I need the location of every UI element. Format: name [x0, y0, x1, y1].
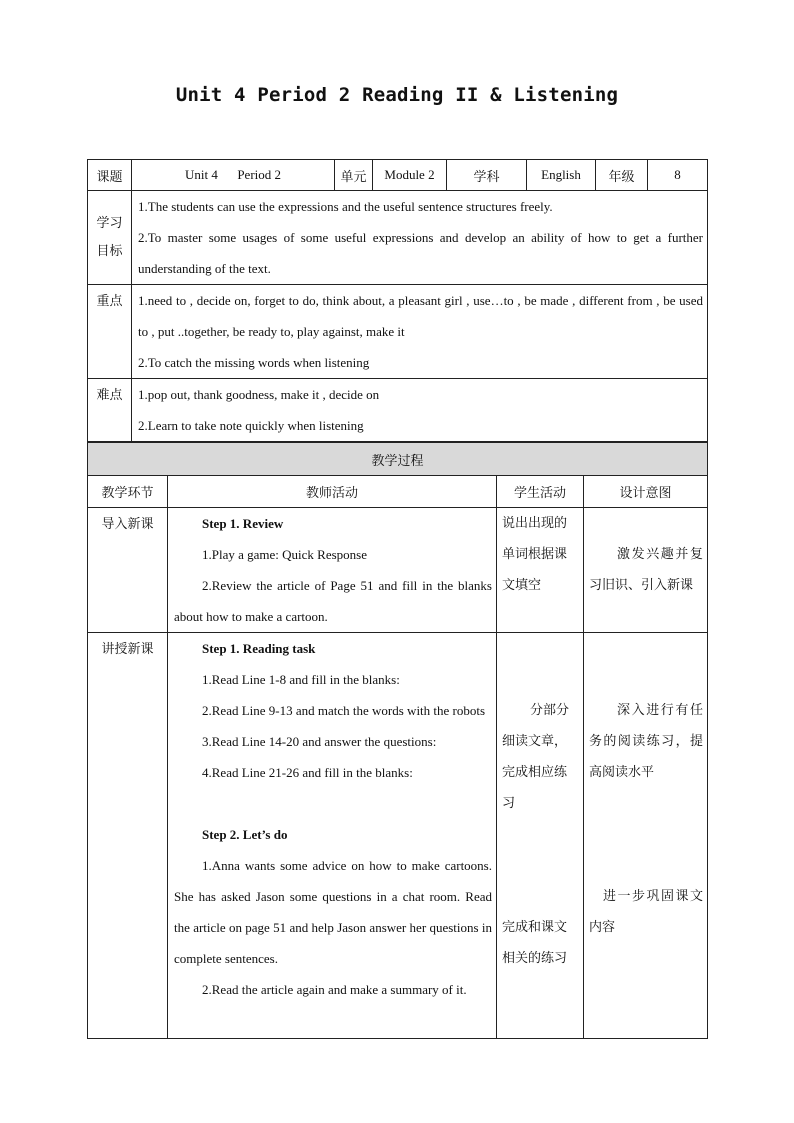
teach-student-activity	[497, 633, 584, 1039]
key-points-label: 重点	[88, 285, 132, 379]
topic-label: 课题	[88, 160, 132, 191]
teach-step2-item-1: 1.Anna wants some advice on how to make cartoons. She has asked Jason some questions in a chat room. Read the article on page 51 and help Jason answer her questions in complete sentences.	[174, 858, 492, 966]
intro-step-title: Step 1. Review	[202, 516, 284, 531]
teach-step1-title: Step 1. Reading task	[202, 641, 316, 656]
grade-label: 年级	[596, 160, 648, 191]
difficulty-line-1: 1.pop out, thank goodness, make it , decide on	[138, 387, 380, 402]
intro-item-1: 1.Play a game: Quick Response	[202, 547, 367, 562]
teach-step1-item-4: 4.Read Line 21-26 and fill in the blanks:	[202, 765, 413, 780]
teach-stage: 讲授新课	[88, 633, 168, 1039]
difficulties-label: 难点	[88, 379, 132, 442]
intro-stage: 导入新课	[88, 508, 168, 633]
lesson-info-table	[87, 159, 708, 442]
difficulties-content	[132, 379, 708, 442]
goals-label-1: 学习	[96, 215, 123, 231]
header-teacher: 教师活动	[168, 476, 497, 508]
intro-item-2: 2.Review the article of Page 51 and fill in the blanks about how to make a cartoon.	[174, 578, 492, 624]
teach-step2-title: Step 2. Let’s do	[202, 827, 288, 842]
header-stage: 教学环节	[88, 476, 168, 508]
unit-value: Module 2	[373, 160, 447, 191]
teaching-process-table	[87, 442, 708, 1039]
intro-student-activity: 说出出现的单词根据课文填空	[497, 508, 584, 633]
intro-teacher-activity	[168, 508, 497, 633]
goal-line-1: 1.The students can use the expressions and the useful sentence structures freely.	[138, 199, 553, 214]
teach-step1-student: 分部分细读文章，完成相应练习	[502, 703, 570, 811]
goal-line-2: 2.To master some usages of some useful expressions and develop an ability of how to get a further understanding of the text.	[138, 230, 703, 276]
goals-label	[88, 191, 132, 285]
teach-teacher-activity	[168, 633, 497, 1039]
teach-step1-item-2: 2.Read Line 9-13 and match the words with the robots	[202, 703, 486, 718]
header-purpose: 设计意图	[584, 476, 708, 508]
teach-step2-purpose: 进一步巩固课文内容	[589, 889, 704, 935]
goals-label-2: 目标	[96, 243, 123, 259]
teach-step1-purpose: 深入进行有任务的阅读练习，提高阅读水平	[589, 703, 704, 780]
header-student: 学生活动	[497, 476, 584, 508]
subject-label: 学科	[447, 160, 527, 191]
page-title: Unit 4 Period 2 Reading II & Listening	[175, 84, 619, 106]
topic-value: Unit 4 Period 2	[132, 160, 335, 191]
goals-content	[132, 191, 708, 285]
teach-step2-item-2: 2.Read the article again and make a summary of it.	[202, 982, 467, 997]
unit-label: 单元	[335, 160, 373, 191]
spacer	[174, 788, 492, 819]
teach-step1-item-1: 1.Read Line 1-8 and fill in the blanks:	[202, 672, 400, 687]
key-point-line-1: 1.need to , decide on, forget to do, think about, a pleasant girl , use…to , be made , different from , be used to , put ..together, be ready to, play against, make it	[138, 293, 703, 339]
teach-step1-item-3: 3.Read Line 14-20 and answer the questions:	[202, 734, 437, 749]
process-section-title: 教学过程	[88, 443, 708, 476]
grade-value: 8	[648, 160, 708, 191]
key-points-content	[132, 285, 708, 379]
teach-step2-student: 完成和课文相关的练习	[502, 920, 568, 966]
key-point-line-2: 2.To catch the missing words when listening	[138, 355, 370, 370]
difficulty-line-2: 2.Learn to take note quickly when listening	[138, 418, 364, 433]
subject-value: English	[527, 160, 596, 191]
teach-purpose	[584, 633, 708, 1039]
intro-purpose: 激发兴趣并复习旧识、引入新课	[584, 508, 708, 633]
